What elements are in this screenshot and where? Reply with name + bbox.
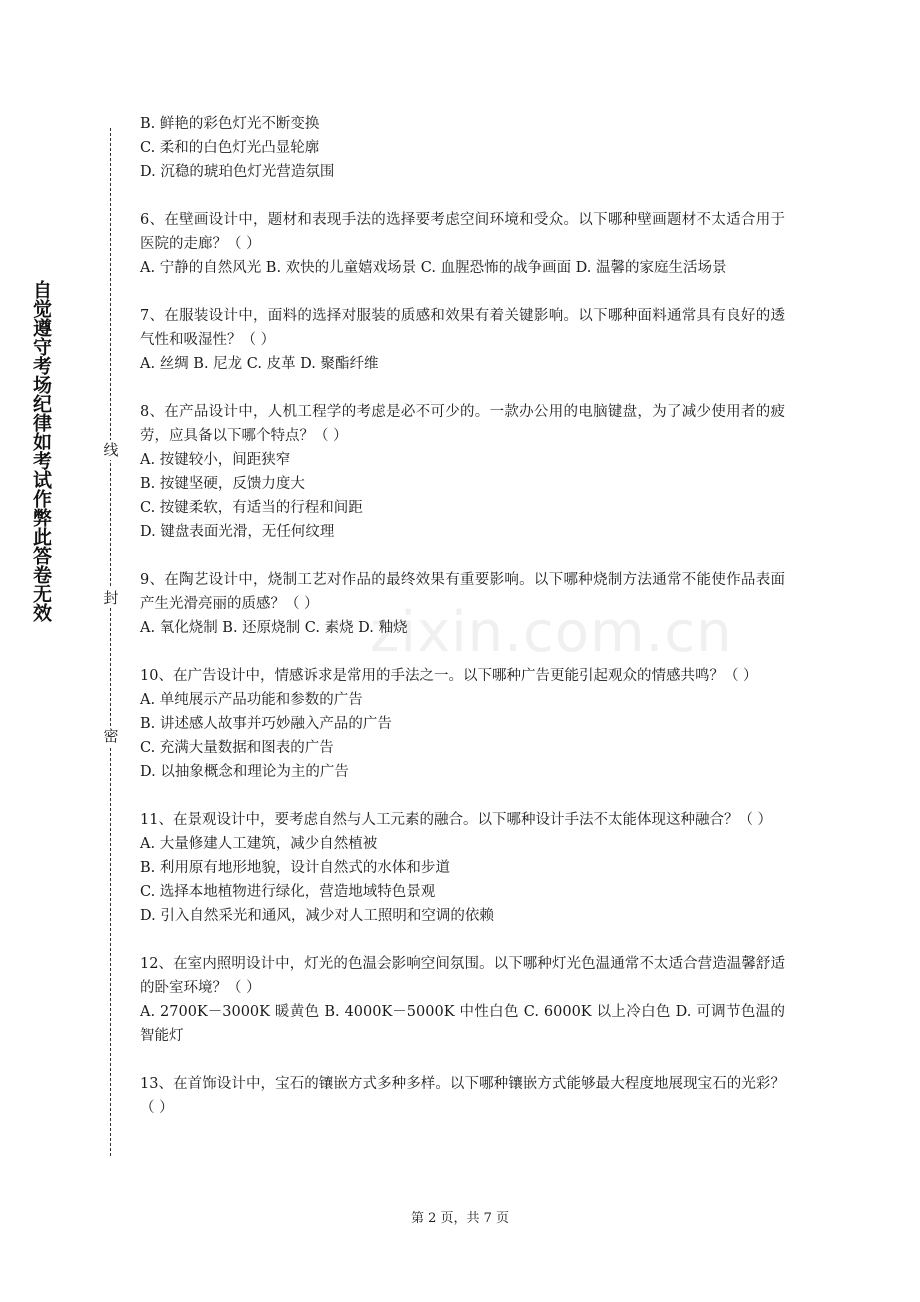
option-line: A. 单纯展示产品功能和参数的广告 [140, 692, 363, 708]
question-13 [140, 1072, 785, 1120]
option-line: A. 丝绸 B. 尼龙 C. 皮革 D. 聚酯纤维 [140, 356, 379, 372]
question-8 [140, 400, 785, 544]
question-text: 10、在广告设计中，情感诉求是常用的手法之一。以下哪种广告更能引起观众的情感共鸣？（ ） [140, 668, 758, 684]
question-content [140, 112, 785, 1144]
watermark: zixin.com.cn [370, 600, 733, 665]
option-line: A. 宁静的自然风光 B. 欢快的儿童嬉戏场景 C. 血腥恐怖的战争画面 D. 温馨的家庭生活场景 [140, 260, 727, 276]
question-text: 11、在景观设计中，要考虑自然与人工元素的融合。以下哪种设计手法不太能体现这种融合？（ ） [140, 812, 773, 828]
seal-char-feng: 封 [101, 588, 121, 608]
option-line: D. 键盘表面光滑，无任何纹理 [140, 524, 335, 540]
question-6 [140, 208, 785, 280]
question-text: 12、在室内照明设计中，灯光的色温会影响空间氛围。以下哪种灯光色温通常不太适合营造温馨舒适的卧室环境？（ ） [140, 956, 785, 996]
page-number: 第 2 页，共 7 页 [410, 1211, 510, 1226]
question-9 [140, 568, 785, 640]
option-line: C. 选择本地植物进行绿化，营造地域特色景观 [140, 884, 436, 900]
question-10 [140, 664, 785, 784]
option-line: A. 大量修建人工建筑，减少自然植被 [140, 836, 378, 852]
option-line: D. 沉稳的琥珀色灯光营造氛围 [140, 164, 335, 180]
option-line: A. 氧化烧制 B. 还原烧制 C. 素烧 D. 釉烧 [140, 620, 408, 636]
option-line: B. 利用原有地形地貌，设计自然式的水体和步道 [140, 860, 450, 876]
question-text: 9、在陶艺设计中，烧制工艺对作品的最终效果有重要影响。以下哪种烧制方法通常不能使作品表面产生光滑亮丽的质感？（ ） [140, 572, 785, 612]
seal-dashed-line [110, 128, 111, 1156]
option-line: C. 柔和的白色灯光凸显轮廓 [140, 140, 320, 156]
question-text: 7、在服装设计中，面料的选择对服装的质感和效果有着关键影响。以下哪种面料通常具有良好的透气性和吸湿性？（ ） [140, 308, 785, 348]
option-line: C. 充满大量数据和图表的广告 [140, 740, 334, 756]
option-line: C. 按键柔软，有适当的行程和间距 [140, 500, 363, 516]
exam-discipline-notice: 自觉遵守考场纪律如考试作弊此答卷无效 [30, 280, 52, 622]
seal-char-xian: 线 [101, 440, 121, 460]
seal-char-mi: 密 [101, 726, 121, 746]
option-line: A. 按键较小，间距狭窄 [140, 452, 291, 468]
question-11 [140, 808, 785, 928]
question-text: 6、在壁画设计中，题材和表现手法的选择要考虑空间环境和受众。以下哪种壁画题材不太适合用于医院的走廊？（ ） [140, 212, 785, 252]
question-text: 13、在首饰设计中，宝石的镶嵌方式多种多样。以下哪种镶嵌方式能够最大程度地展现宝石的光彩？（ ） [140, 1076, 785, 1116]
question-7 [140, 304, 785, 376]
continued-options [140, 112, 785, 184]
question-12 [140, 952, 785, 1048]
question-text: 8、在产品设计中，人机工程学的考虑是必不可少的。一款办公用的电脑键盘，为了减少使用者的疲劳，应具备以下哪个特点？（ ） [140, 404, 785, 444]
option-line: B. 讲述感人故事并巧妙融入产品的广告 [140, 716, 392, 732]
option-line: D. 引入自然采光和通风，减少对人工照明和空调的依赖 [140, 908, 494, 924]
option-line: A. 2700K－3000K 暖黄色 B. 4000K－5000K 中性白色 C. 6000K 以上冷白色 D. 可调节色温的智能灯 [140, 1004, 785, 1044]
option-line: B. 鲜艳的彩色灯光不断变换 [140, 116, 320, 132]
option-line: D. 以抽象概念和理论为主的广告 [140, 764, 349, 780]
option-line: B. 按键坚硬，反馈力度大 [140, 476, 305, 492]
